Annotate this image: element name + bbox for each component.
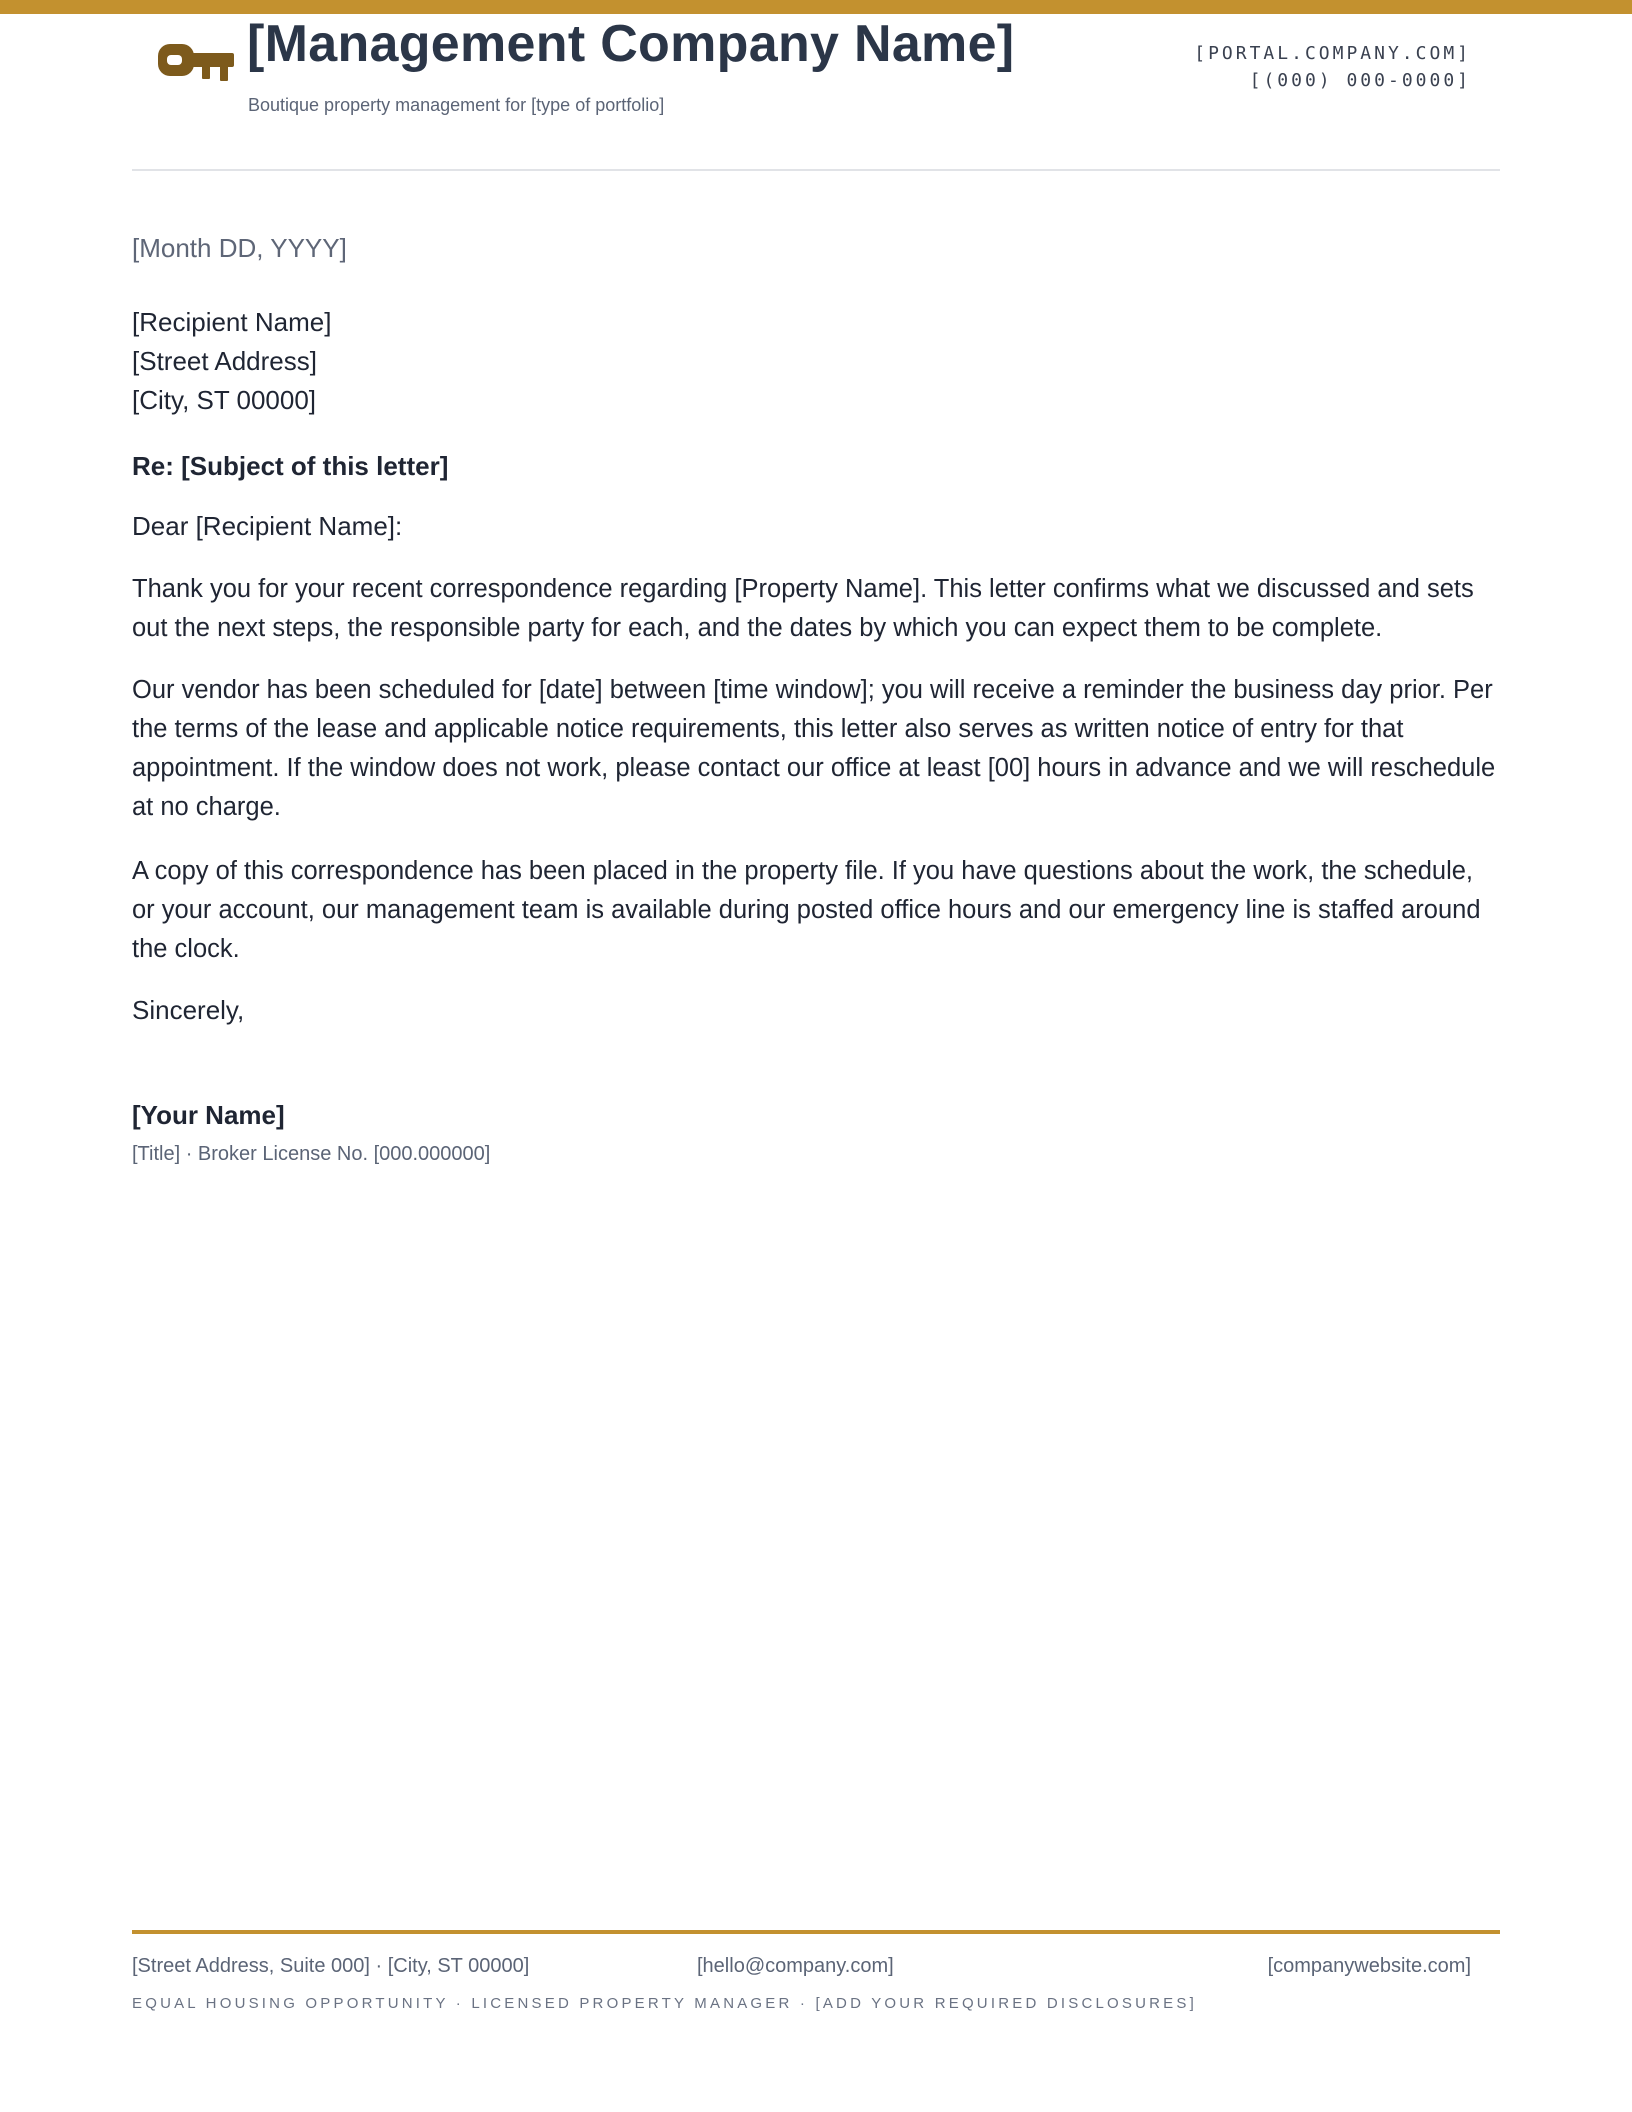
footer-disclosures: EQUAL HOUSING OPPORTUNITY · LICENSED PROPERTY MANAGER · [ADD YOUR REQUIRED DISCLOSURES] bbox=[132, 1995, 1197, 2012]
company-tagline: Boutique property management for [type of portfolio] bbox=[248, 95, 665, 115]
salutation: Dear [Recipient Name]: bbox=[132, 511, 403, 541]
header-divider bbox=[132, 169, 1500, 171]
footer-email[interactable]: [hello@company.com] bbox=[697, 1955, 894, 1977]
recipient-block bbox=[132, 303, 331, 420]
letter-date: [Month DD, YYYY] bbox=[132, 233, 347, 263]
body-paragraph: Our vendor has been scheduled for [date] between [time window]; you will receive a reminder the business day prior. Per the terms of the lease and applicable notice requirements, this letter also serves as written notice of entry for that appointment. If the window does not work, please contact our office at least [00] hours in advance and we will reschedule at no charge. bbox=[132, 676, 1496, 821]
top-accent-bar bbox=[0, 0, 1632, 14]
body-paragraph: Thank you for your recent correspondence regarding [Property Name]. This letter confirms what we discussed and sets out the next steps, the responsible party for each, and the dates by which you can expect them to be complete. bbox=[132, 575, 1474, 642]
footer-website[interactable]: [companywebsite.com] bbox=[1267, 1955, 1471, 1977]
footer-divider bbox=[132, 1930, 1500, 1934]
signer-title: [Title] · Broker License No. [000.000000] bbox=[132, 1143, 491, 1165]
recipient-name: [Recipient Name] bbox=[132, 307, 332, 337]
subject-line: Re: [Subject of this letter] bbox=[132, 451, 449, 481]
closing: Sincerely, bbox=[132, 995, 245, 1025]
body-paragraph: A copy of this correspondence has been placed in the property file. If you have questions about the work, the schedule, or your account, our management team is available during posted office hours and our emergency line is staffed around the clock. bbox=[132, 857, 1481, 963]
recipient-street: [Street Address] bbox=[132, 346, 317, 376]
footer-address: [Street Address, Suite 000] · [City, ST 00000] bbox=[132, 1955, 530, 1977]
header-phone: [(000) 000-0000] bbox=[1249, 70, 1471, 91]
recipient-city: [City, ST 00000] bbox=[132, 385, 317, 415]
header-contact bbox=[1194, 40, 1471, 94]
portal-address: [PORTAL.COMPANY.COM] bbox=[1194, 43, 1471, 64]
key-icon bbox=[158, 42, 236, 92]
signer-name: [Your Name] bbox=[132, 1100, 285, 1130]
company-name: [Management Company Name] bbox=[247, 15, 1015, 73]
